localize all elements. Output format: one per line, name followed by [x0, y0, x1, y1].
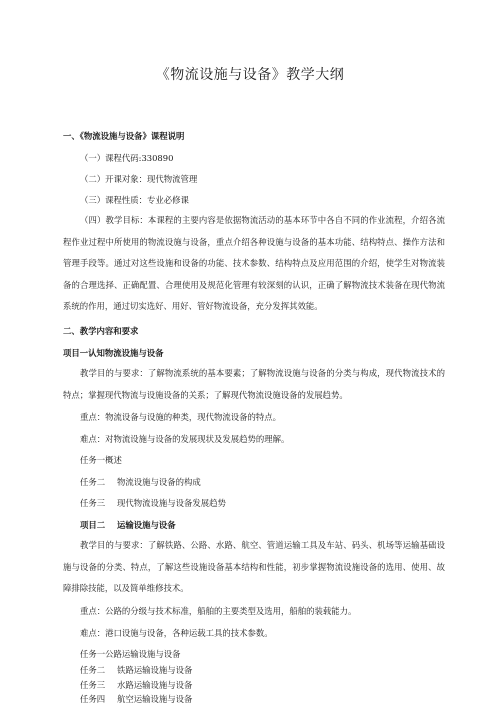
target-audience: （二）开课对象：现代物流管理 [80, 174, 198, 184]
teaching-objective-paragraph: （四）教学目标：本课程的主要内容是依据物流活动的基本环节中各自不同的作业流程，介绍各流程作业过程中所使用的物流设施与设备，重点介绍各种设施与设备的基本功能、结构特点、操作方法和管理手段等。通过对这些设施和设备的功能、技术参数、结构特点及应用范围的介绍，使学生对物流装备的合理选择、正确配置、合理使用及规范化管理有较深刻的认识，正确了解物流技术装备在现代物流系统的作用，通过切实选好、用好、管好物流设备，充分发挥其效能。 [63, 215, 445, 311]
section-heading-course-description: 一、《物流设施与设备》课程说明 [63, 131, 185, 141]
course-nature: （三）课程性质：专业必修课 [80, 195, 189, 205]
project1-key-points: 重点：物流设备与设施的种类，现代物流设备的特点。 [80, 412, 281, 422]
project1-difficulty: 难点：对物流设施与设备的发展现状及发展趋势的理解。 [80, 434, 290, 444]
course-code: （一）课程代码:330890 [80, 153, 174, 163]
project2-goal-paragraph: 教学目的与要求：了解铁路、公路、水路、航空、管道运输工具及车站、码头、机场等运输基础设施与设备的分类、特点，了解这些设施设备基本结构和性能，初步掌握物流设施设备的选用、使用、故障排除技能，以及简单维修技术。 [63, 540, 445, 593]
section-heading-content: 二、教学内容和要求 [63, 326, 139, 336]
document-title: 《物流设施与设备》教学大纲 [155, 67, 345, 83]
document-page: 《物流设施与设备》教学大纲 一、《物流设施与设备》课程说明 （一）课程代码:330890 （二）开课对象：现代物流管理 （三）课程性质：专业必修课 （四）教学目标：本课程的主要内容是依据物流活动的基本环节中各自不同的作业流程，介绍各流程作业过程中所使用的物流设施与设备，重点介绍各种设施与设备的基本功能、结构特点、操作方法和管理手段等。通过对这些设施和设备的功能、技术参数、结构特点及应用范围的介绍，使学生对物流装备的合理选择、正确配置、合理使用及规范化管理有较深刻的认识，正确了解物流技术装备在现代物流系统的作用，通过切实选好、用好、管好物流设备，充分发挥其效能。 二、教学内容和要求 项目一认知物流设施与设备 教学目的与要求：了解物流系统的基本要素；了解物流设施与设备的分类与构成，现代物流技术的特点；掌握现代物流与设施设备的关系；了解现代物流设施设备的发展趋势。 重点：物流设备与设施的种类，现代物流设备的特点。 难点：对物流设施与设备的发展现状及发展趋势的理解。 任务一概述 任务二 物流设施与设备的构成 任务三 现代物流设施与设备发展趋势 项目二 运输设施与设备 教学目的与要求：了解铁路、公路、水路、航空、管道运输工具及车站、码头、机场等运输基础设施与设备的分类、特点，了解这些设施设备基本结构和性能，初步掌握物流设施设备的选用、使用、故障排除技能，以及简单维修技术。 重点：公路的分级与技术标准，船舶的主要类型及选用，船舶的装载能力。 难点：港口设施与设备，各种运载工具的技术参数。 任务一公路运输设施与设备 任务二 铁路运输设施与设备 任务三 水路运输设施与设备 任务四 航空运输设施与设备 [0, 0, 500, 707]
project2-key-points: 重点：公路的分级与技术标准，船舶的主要类型及选用，船舶的装载能力。 [80, 606, 357, 616]
project1-heading: 项目一认知物流设施与设备 [63, 348, 164, 358]
project1-goal-paragraph: 教学目的与要求：了解物流系统的基本要素；了解物流设施与设备的分类与构成，现代物流技术的特点；掌握现代物流与设施设备的关系；了解现代物流设施设备的发展趋势。 [63, 368, 445, 400]
project2-difficulty: 难点：港口设施与设备，各种运载工具的技术参数。 [80, 628, 273, 638]
